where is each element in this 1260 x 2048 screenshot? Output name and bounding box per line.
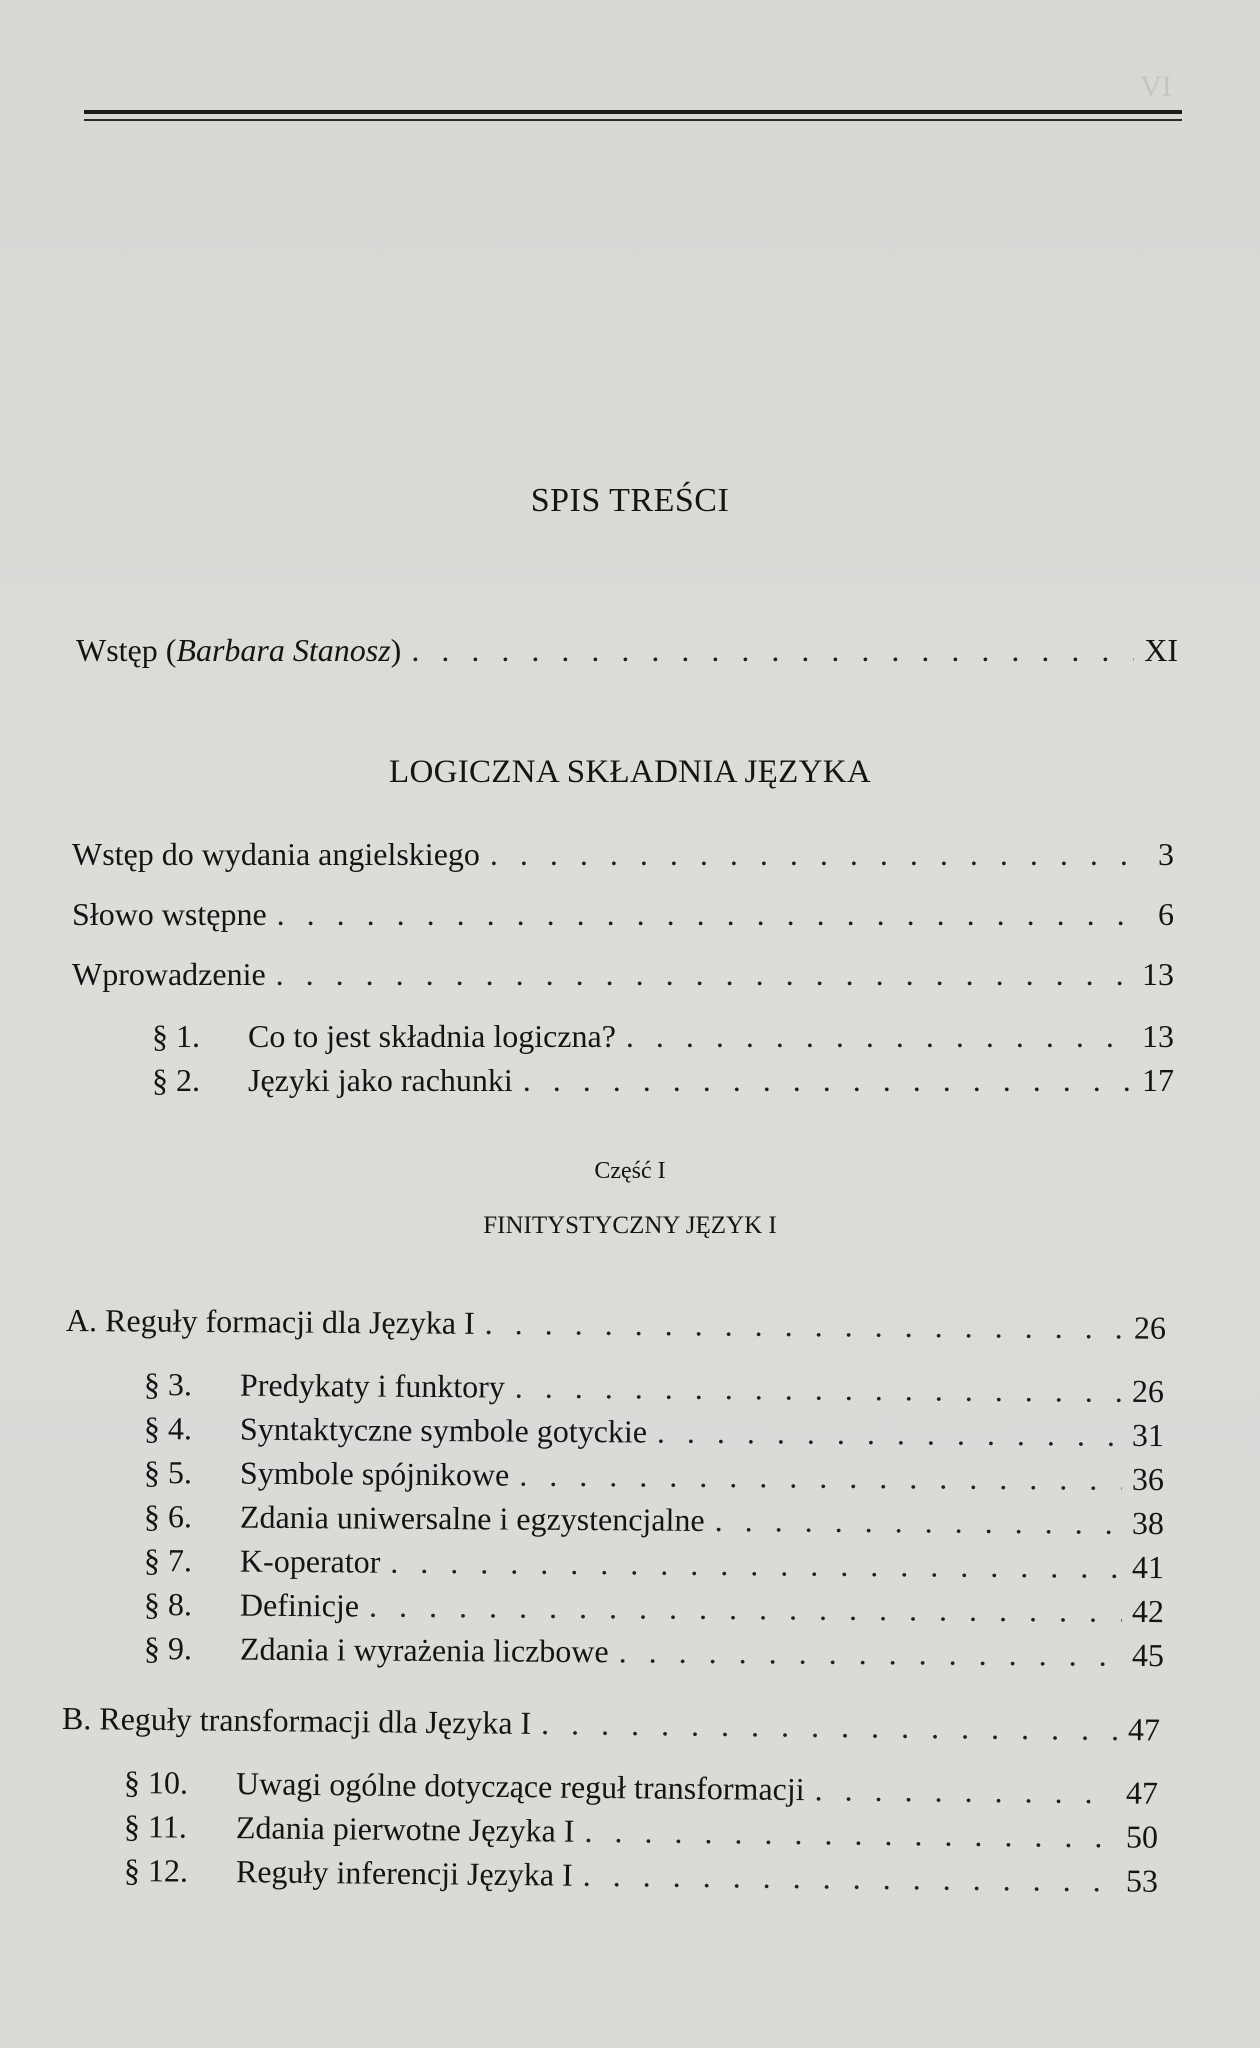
part-title: LOGICZNA SKŁADNIA JĘZYKA xyxy=(388,754,871,790)
toc-entry-label: Wstęp (Barbara Stanosz) xyxy=(76,632,402,668)
toc-entry[interactable]: Wprowadzenie . . . 13 xyxy=(72,956,1174,993)
leader-dots xyxy=(523,1062,1132,1099)
page-title: SPIS TREŚCI xyxy=(530,482,730,519)
toc-section[interactable]: § 8. Definicje . . . 42 xyxy=(144,1586,1164,1630)
part-subtitle: FINITYSTYCZNY JĘZYK I xyxy=(483,1212,777,1239)
leader-dots xyxy=(369,1588,1122,1630)
leader-dots xyxy=(626,1018,1132,1055)
toc-section[interactable]: § 5. Symbole spójnikowe . . . 36 xyxy=(144,1454,1164,1498)
leader-dots xyxy=(657,1414,1122,1454)
toc-entry[interactable]: Słowo wstępne . . . 6 xyxy=(72,896,1174,933)
leader-dots xyxy=(715,1502,1123,1542)
toc-section[interactable]: § 10. Uwagi ogólne dotyczące reguł transformacji . . . 47 xyxy=(124,1764,1158,1812)
toc-chapter-a[interactable]: A. Reguły formacji dla Języka I . . . 26 xyxy=(66,1302,1166,1347)
leader-dots xyxy=(583,1857,1117,1900)
leader-dots xyxy=(519,1457,1122,1498)
leader-dots xyxy=(411,632,1134,669)
toc-section[interactable]: § 4. Syntaktyczne symbole gotyckie . . . 31 xyxy=(144,1410,1164,1454)
toc-section[interactable]: § 6. Zdania uniwersalne i egzystencjalne . . . 38 xyxy=(144,1498,1164,1542)
toc-section[interactable]: § 11. Zdania pierwotne Języka I . . . 50 xyxy=(124,1808,1158,1856)
toc-entry-intro[interactable] xyxy=(76,632,1178,669)
toc-section[interactable]: § 3. Predykaty i funktory . . . 26 xyxy=(144,1366,1164,1410)
page-number-header: VI xyxy=(1140,70,1172,103)
toc-section[interactable]: § 9. Zdania i wyrażenia liczbowe . . . 45 xyxy=(144,1630,1164,1674)
leader-dots xyxy=(277,896,1148,933)
leader-dots xyxy=(485,1305,1124,1346)
leader-dots xyxy=(515,1369,1122,1410)
leader-dots xyxy=(814,1771,1116,1811)
leader-dots xyxy=(490,836,1148,873)
leader-dots xyxy=(276,956,1132,993)
leader-dots xyxy=(619,1633,1123,1674)
leader-dots xyxy=(541,1705,1118,1748)
part-heading: Część I xyxy=(594,1158,666,1184)
toc-section[interactable]: § 7. K-operator . . . 41 xyxy=(144,1542,1164,1586)
toc-entry[interactable]: Wstęp do wydania angielskiego . . . 3 xyxy=(72,836,1174,873)
header-rule-thick xyxy=(84,110,1182,114)
header-rule-thin xyxy=(84,119,1182,121)
toc-section[interactable]: § 2. Języki jako rachunki . . . 17 xyxy=(152,1062,1174,1099)
leader-dots xyxy=(390,1544,1122,1586)
leader-dots xyxy=(584,1813,1116,1856)
toc-section[interactable]: § 12. Reguły inferencji Języka I . . . 53 xyxy=(124,1852,1158,1900)
toc-section[interactable]: § 1. Co to jest składnia logiczna? . . . 13 xyxy=(152,1018,1174,1055)
toc-chapter-b[interactable]: B. Reguły transformacji dla Języka I . . . 47 xyxy=(62,1700,1160,1748)
toc-page-number: XI xyxy=(1144,632,1178,668)
